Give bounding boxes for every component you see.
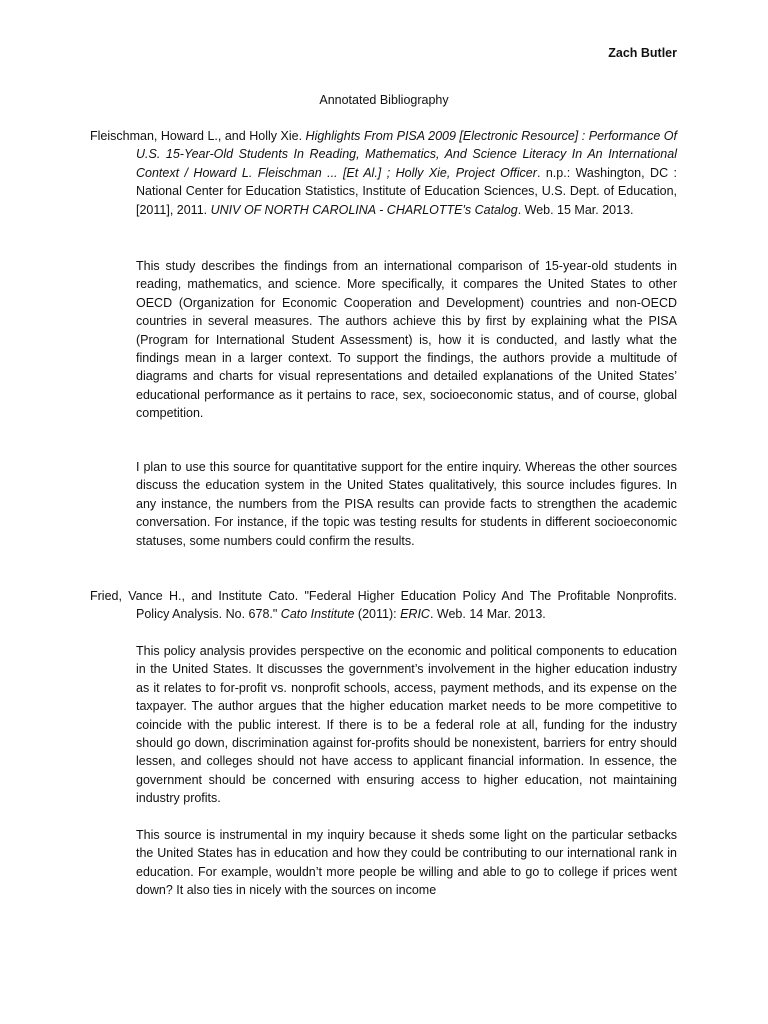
citation-fried [90, 587, 677, 624]
annotation-use-fried: This source is instrumental in my inquiry because it sheds some light on the particular setbacks the United States has in education and how they could be contributing to our international rank in education. For example, wouldn’t more people be willing and able to go to college if prices went down? It also ties in nicely with the sources on income [136, 828, 677, 898]
citation-publication: . n.p.: Washington, DC : National Center for Education Statistics, Institute of Education Sciences, U.S. Dept. of Education, [2011], 2011. [136, 165, 677, 217]
citation-year: (2011): [354, 607, 401, 622]
annotation-use-fleischman: I plan to use this source for quantitative support for the entire inquiry. Whereas the other sources discuss the education system in the United States qualitatively, this source includes figures. In any instance, the numbers from the PISA results can provide facts to strengthen the academic conversation. For instance, if the topic was testing results for students in different socioeconomic statuses, some numbers could confirm the results. [136, 460, 677, 548]
citation-fleischman [90, 127, 677, 219]
document-title: Annotated Bibliography [319, 93, 449, 107]
citation-catalog: UNIV OF NORTH CAROLINA - CHARLOTTE's Catalog [210, 202, 518, 217]
citation-title: Highlights From PISA 2009 [Electronic Resource] : Performance Of U.S. 15-Year-Old Students In Reading, Mathematics, And Science Literacy In An International Context / Howard L. Fleischman ... [Et Al.] ; Holly Xie, Project Officer [136, 129, 677, 180]
citation-authors: Fleischman, Howard L., and Holly Xie. [90, 129, 306, 143]
citation-accessed: . Web. 15 Mar. 2013. [517, 202, 634, 217]
author-name: Zach Butler [608, 46, 677, 60]
citation-source: Cato Institute [280, 607, 355, 622]
citation-accessed: . Web. 14 Mar. 2013. [429, 607, 546, 622]
citation-database: ERIC [400, 607, 430, 622]
annotation-summary-fried: This policy analysis provides perspective on the economic and political components to education in the United States. It discusses the government’s involvement in the higher education industry as it relates to for-profit vs. nonprofit schools, access, payment methods, and its expense on the taxpayer. The author argues that the higher education market needs to be more competitive to coincide with the public interest. If there is to be a federal role at all, funding for the industry should go down, discrimination against for-profits should be nonexistent, barriers for entry should lessen, and colleges should not have access to applicant financial information. In essence, the government should be concerned with ensuring access to higher education, not maintaining industry profits. [136, 644, 677, 806]
citation-authors: Fried, Vance H., and Institute Cato. "Federal Higher Education Policy And The Profitable Nonprofits. Policy Analysis. No. 678." [90, 589, 677, 622]
annotation-summary-fleischman: This study describes the findings from an international comparison of 15-year-old students in reading, mathematics, and science. More specifically, it compares the United States to other OECD (Organization for Economic Cooperation and Development) countries and non-OECD countries in several measures. The authors achieve this by first by explaining what the PISA (Program for International Student Assessment) is, how it is conducted, and lastly what the findings mean in a larger context. To support the findings, the authors provide a multitude of diagrams and charts for visual representations and detailed explanations of the United States’ educational performance as it pertains to race, sex, socioeconomic status, and of course, global competition. [136, 259, 677, 421]
